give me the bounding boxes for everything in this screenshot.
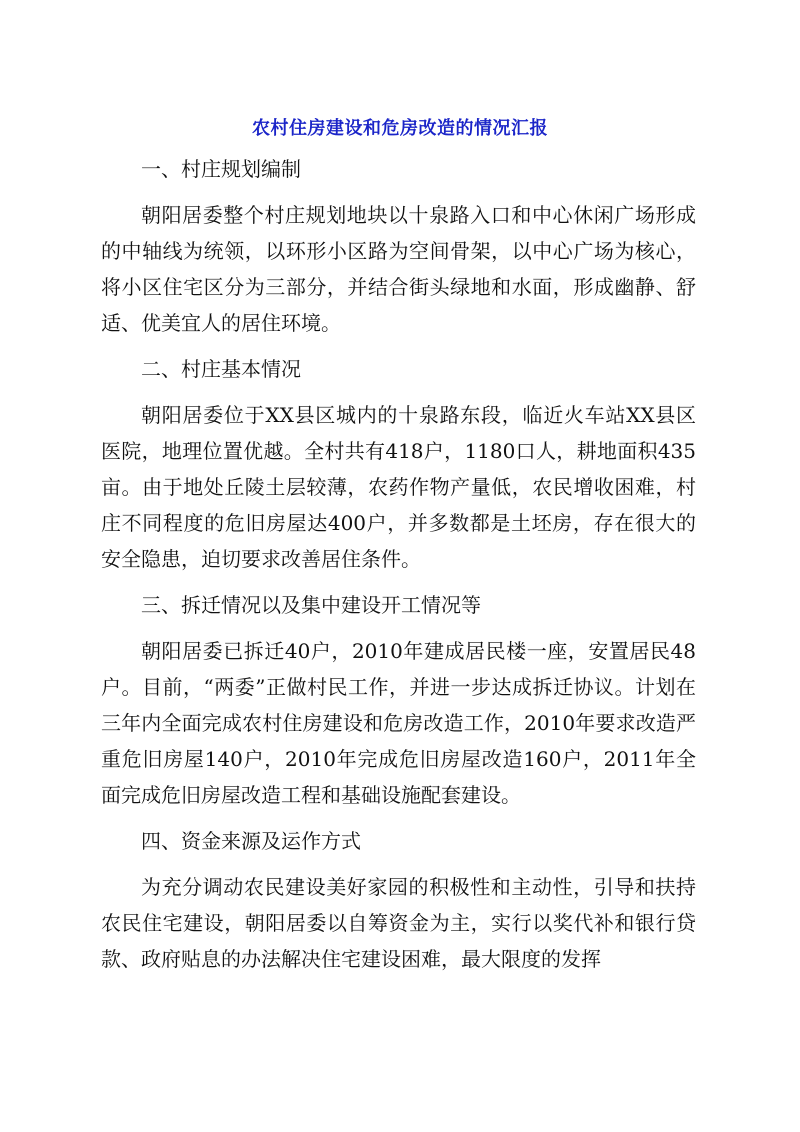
section-paragraph-funding: 为充分调动农民建设美好家园的积极性和主动性，引导和扶持农民住宅建设，朝阳居委以自筹资金为主，实行以奖代补和银行贷款、政府贴息的办法解决住宅建设困难，最大限度的发挥	[101, 875, 696, 971]
section-heading-basic-info: 二、村庄基本情况	[141, 357, 301, 381]
section-heading-funding: 四、资金来源及运作方式	[141, 829, 361, 853]
section-paragraph-basic-info: 朝阳居委位于XX县区城内的十泉路东段，临近火车站XX县区医院，地理位置优越。全村共有418户，1180口人，耕地面积435亩。由于地处丘陵土层较薄，农药作物产量低，农民增收困难，村庄不同程度的危旧房屋达400户，并多数都是土坯房，存在很大的安全隐患，迫切要求改善居住条件。	[101, 403, 696, 571]
section-heading-planning: 一、村庄规划编制	[141, 157, 301, 181]
document-title: 农村住房建设和危房改造的情况汇报	[252, 118, 548, 139]
section-heading-demolition: 三、拆迁情况以及集中建设开工情况等	[141, 593, 481, 617]
section-paragraph-demolition: 朝阳居委已拆迁40户，2010年建成居民楼一座，安置居民48户。目前，“两委”正做村民工作，并进一步达成拆迁协议。计划在三年内全面完成农村住房建设和危房改造工作，2010年要求改造严重危旧房屋140户，2010年完成危旧房屋改造160户，2011年全面完成危旧房屋改造工程和基础设施配套建设。	[101, 639, 696, 807]
document-body	[101, 151, 696, 987]
section-paragraph-planning: 朝阳居委整个村庄规划地块以十泉路入口和中心休闲广场形成的中轴线为统领，以环形小区路为空间骨架，以中心广场为核心，将小区住宅区分为三部分，并结合街头绿地和水面，形成幽静、舒适、优美宜人的居住环境。	[101, 203, 696, 335]
